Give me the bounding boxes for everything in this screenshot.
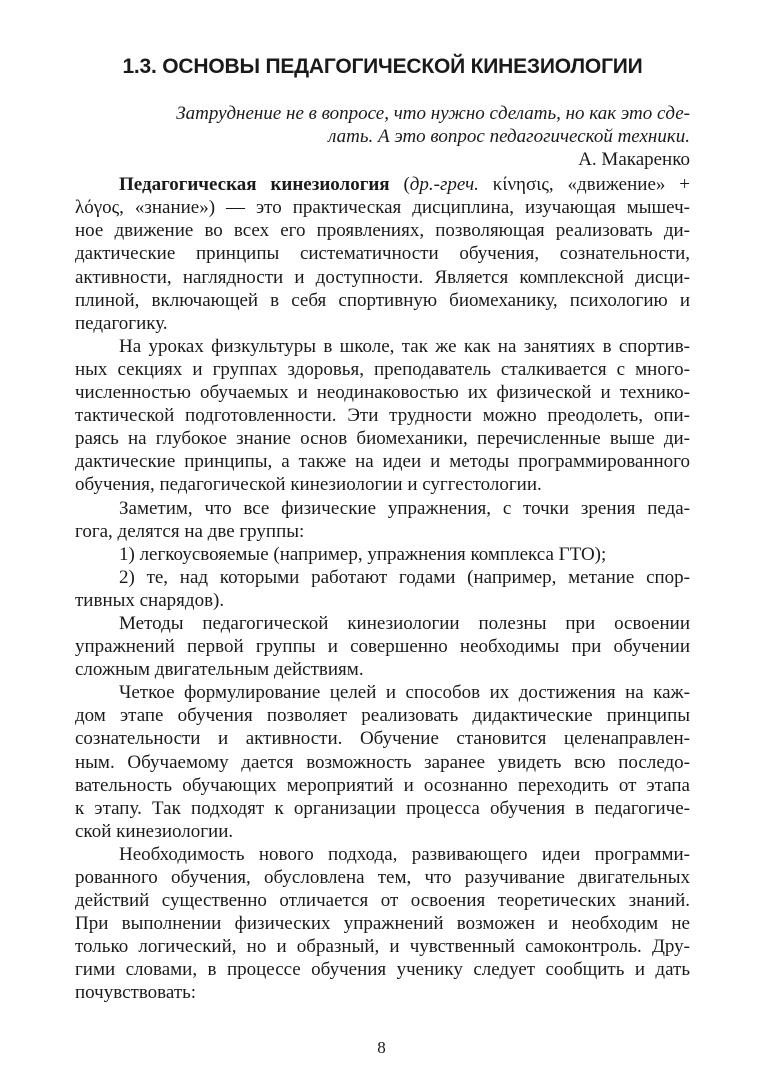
text-line: педагогику. [75, 312, 168, 334]
definition-first-line [75, 173, 690, 196]
page-content [75, 52, 690, 1005]
text-line: ным. Обучаемому дается возможность заранее увидеть всю последо- [75, 751, 690, 773]
text-line: сложным двигательным действиям. [75, 659, 364, 681]
body-text [75, 173, 690, 1004]
text-line: только логический, но и образный, и чувственный самоконтроль. Дру- [75, 936, 690, 958]
text-line: Методы педагогической кинезиологии полезны при освоении [119, 612, 690, 634]
page-number: 8 [377, 1038, 386, 1057]
text-line: активности, наглядности и доступности. Является комплексной дисци- [75, 266, 690, 288]
epigraph-line: лать. А это вопрос педагогической техники. [328, 126, 690, 148]
text-line: При выполнении физических упражнений возможен и необходим не [75, 913, 690, 935]
text-line: обучения, педагогической кинезиологии и суггестологии. [75, 474, 542, 496]
text-line: раясь на глубокое знание основ биомеханики, перечисленные выше ди- [75, 428, 690, 450]
text-line: численностью обучаемых и неодинаковостью их физической и технико- [75, 382, 690, 404]
definition-term: Педагогическая кинезиология [119, 174, 390, 196]
section-heading: 1.3. ОСНОВЫ ПЕДАГОГИЧЕСКОЙ КИНЕЗИОЛОГИИ [122, 55, 643, 78]
text-line: действий существенно отличается от освоения теоретических знаний. [75, 890, 690, 912]
text-line: почувствовать: [75, 982, 197, 1004]
text-line: ской кинезиологии. [75, 820, 234, 842]
epigraph [75, 102, 690, 148]
text-line: гими словами, в процессе обучения ученику следует сообщить и дать [75, 959, 690, 981]
text-line: Четкое формулирование целей и способов их достижения на каж- [119, 682, 690, 704]
epigraph-line: Затруднение не в вопросе, что нужно сделать, но как это сде- [176, 103, 690, 124]
text-line: упражнений первой группы и совершенно необходимы при обучении [75, 636, 690, 658]
text-line: тивных снарядов). [75, 589, 225, 611]
text-line: дактические принципы, а также на идеи и методы программированного [75, 451, 690, 473]
list-item: 1) легкоусвояемые (например, упражнения комплекса ГТО); [119, 543, 607, 565]
text-line: плиной, включающей в себя спортивную биомеханику, психологию и [75, 289, 690, 311]
text-line: рованного обучения, обусловлена тем, что разучивание двигательных [75, 867, 690, 888]
definition-first-line-rest: κίνησις, «движение» + [478, 174, 690, 196]
text-line: к этапу. Так подходят к организации процесса обучения в педагогиче- [75, 797, 690, 819]
text-line: λόγος, «знание») — это практическая дисциплина, изучающая мышеч- [75, 197, 690, 219]
text-line: дактические принципы систематичности обучения, сознательности, [75, 243, 690, 265]
origin-label: др.-греч. [409, 174, 479, 196]
text-line: ных секциях и группах здоровья, преподаватель сталкивается с много- [75, 358, 690, 380]
text-line: Заметим, что все физические упражнения, с точки зрения педа- [119, 497, 690, 519]
text-line: ное движение во всех его проявлениях, позволяющая реализовать ди- [75, 220, 690, 242]
text-line: дом этапе обучения позволяет реализовать дидактические принципы [75, 705, 690, 727]
text-line: На уроках физкультуры в школе, так же как на занятиях в спортив- [119, 335, 690, 357]
text-line: Необходимость нового подхода, развивающего идеи программи- [119, 843, 690, 865]
text-line: вательность обучающих мероприятий и осознанно переходить от этапа [75, 774, 690, 796]
text-line: сознательности и активности. Обучение становится целенаправлен- [75, 728, 690, 750]
epigraph-author: А. Макаренко [578, 149, 690, 171]
text-line: тактической подготовленности. Эти трудности можно преодолеть, опи- [75, 405, 690, 427]
open-paren: ( [389, 174, 410, 196]
list-item: 2) те, над которыми работают годами (например, метание спор- [119, 566, 690, 588]
text-line: гога, делятся на две группы: [75, 520, 305, 542]
